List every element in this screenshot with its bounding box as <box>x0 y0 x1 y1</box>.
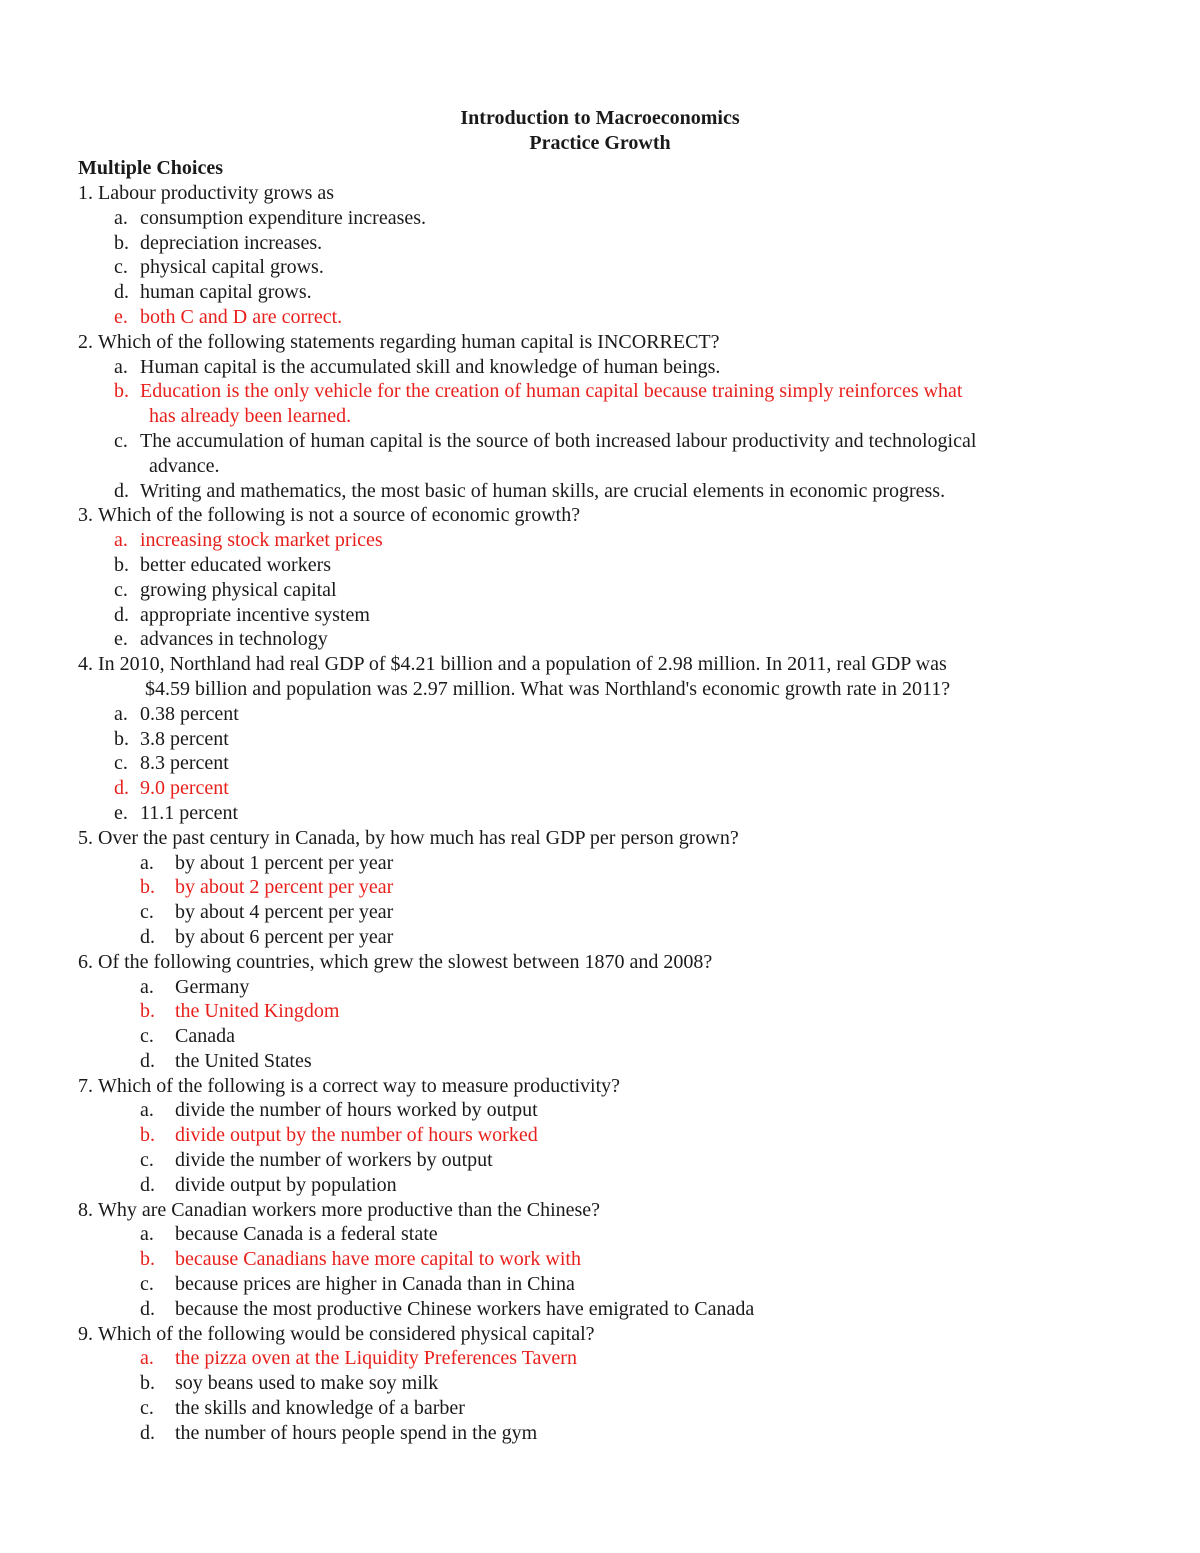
option-letter: c. <box>140 1273 154 1296</box>
question-number: 2. <box>78 330 93 353</box>
option-text: by about 2 percent per year <box>175 876 394 899</box>
option-letter: c. <box>114 752 128 775</box>
option-letter: b. <box>140 1000 155 1023</box>
option-text: appropriate incentive system <box>140 603 370 626</box>
option-text-block <box>175 1371 1140 1396</box>
option-text: divide the number of workers by output <box>175 1149 493 1172</box>
answer-options <box>78 206 1140 330</box>
answer-option-correct <box>78 1123 1140 1148</box>
document-title: Introduction to Macroeconomics <box>460 107 740 129</box>
option-letter: b. <box>114 231 129 254</box>
option-letter: a. <box>114 355 128 378</box>
answer-option <box>78 603 1140 628</box>
option-text-block <box>140 231 1140 256</box>
option-letter: d. <box>114 281 129 304</box>
answer-option <box>78 1421 1140 1446</box>
answer-options <box>78 851 1140 950</box>
option-text: divide output by population <box>175 1173 397 1196</box>
option-text: The accumulation of human capital is the source of both increased labour productivity and technological <box>140 429 977 452</box>
option-text: soy beans used to make soy milk <box>175 1372 439 1395</box>
question-6 <box>78 950 1140 1074</box>
question-7 <box>78 1074 1140 1198</box>
answer-option <box>78 231 1140 256</box>
option-text: growing physical capital <box>140 578 337 601</box>
question-number: 6. <box>78 950 93 973</box>
option-letter: e. <box>114 628 128 651</box>
question-stem <box>78 330 1140 355</box>
option-text-continued: has already been learned. <box>149 405 352 428</box>
option-text: physical capital grows. <box>140 256 324 279</box>
option-text: Writing and mathematics, the most basic of human skills, are crucial elements in economic progress. <box>140 479 946 502</box>
option-text: 9.0 percent <box>140 777 229 800</box>
question-list <box>78 181 1140 1446</box>
question-text: Labour productivity grows as <box>98 182 335 204</box>
option-text-block <box>175 1346 1140 1371</box>
option-letter: d. <box>140 925 155 948</box>
answer-options <box>78 702 1140 826</box>
option-text: consumption expenditure increases. <box>140 206 427 229</box>
option-letter: d. <box>140 1297 155 1320</box>
question-text: In 2010, Northland had real GDP of $4.21 billion and a population of 2.98 million. In 2011, real GDP was <box>98 653 947 676</box>
answer-option <box>78 1396 1140 1421</box>
option-letter: c. <box>140 1025 154 1048</box>
option-letter: a. <box>140 851 154 874</box>
option-text-block <box>140 479 1140 504</box>
option-text: the United States <box>175 1049 312 1072</box>
answer-option-correct <box>78 875 1140 900</box>
question-number: 8. <box>78 1198 93 1221</box>
option-text-block <box>140 379 1140 429</box>
document-subtitle: Practice Growth <box>529 132 671 154</box>
option-text-block <box>175 1396 1140 1421</box>
answer-option <box>78 255 1140 280</box>
option-letter: a. <box>140 1099 154 1122</box>
option-letter: a. <box>114 206 128 229</box>
option-text-block <box>140 528 1140 553</box>
option-text: human capital grows. <box>140 281 312 304</box>
option-text: divide output by the number of hours worked <box>175 1124 538 1147</box>
option-letter: d. <box>140 1421 155 1444</box>
question-stem <box>78 1074 1140 1099</box>
answer-option-correct <box>78 999 1140 1024</box>
option-letter: d. <box>140 1173 155 1196</box>
option-text: better educated workers <box>140 553 332 576</box>
answer-option <box>78 1371 1140 1396</box>
option-text: Human capital is the accumulated skill and knowledge of human beings. <box>140 355 721 378</box>
option-text-continued: advance. <box>149 454 220 477</box>
question-stem <box>78 503 1140 528</box>
question-1 <box>78 181 1140 330</box>
question-number: 7. <box>78 1074 93 1097</box>
option-text: 11.1 percent <box>140 801 239 824</box>
answer-option <box>78 727 1140 752</box>
question-stem <box>78 652 1140 677</box>
answer-options <box>78 1222 1140 1321</box>
option-letter: c. <box>114 429 128 452</box>
option-text: because Canadians have more capital to work with <box>175 1248 581 1271</box>
question-2 <box>78 330 1140 504</box>
option-text-block <box>175 851 1140 876</box>
option-text-block <box>140 355 1140 380</box>
option-letter: a. <box>140 1223 154 1246</box>
question-number: 5. <box>78 826 93 849</box>
option-text-block <box>175 1297 1140 1322</box>
answer-option <box>78 280 1140 305</box>
option-text: Germany <box>175 975 250 998</box>
option-letter: a. <box>140 1347 154 1370</box>
option-text-block <box>175 1173 1140 1198</box>
option-letter: c. <box>140 1149 154 1172</box>
option-text: 8.3 percent <box>140 752 229 775</box>
question-stem <box>78 826 1140 851</box>
answer-options <box>78 528 1140 652</box>
option-text-block <box>175 1024 1140 1049</box>
option-letter: d. <box>114 777 129 800</box>
question-text: Why are Canadian workers more productive than the Chinese? <box>98 1198 601 1221</box>
question-text: Which of the following statements regarding human capital is INCORRECT? <box>98 330 720 353</box>
option-text-block <box>175 1222 1140 1247</box>
question-text: Which of the following would be considered physical capital? <box>98 1322 595 1345</box>
option-text: by about 6 percent per year <box>175 925 394 948</box>
answer-option-correct <box>78 528 1140 553</box>
option-letter: d. <box>114 603 129 626</box>
option-text-block <box>140 801 1140 826</box>
option-text-block <box>140 429 1140 479</box>
option-letter: a. <box>114 529 128 552</box>
question-text: Which of the following is not a source of economic growth? <box>98 504 581 527</box>
option-letter: c. <box>140 1397 154 1420</box>
option-text-block <box>175 1421 1140 1446</box>
option-text-block <box>140 206 1140 231</box>
answer-option <box>78 479 1140 504</box>
question-text: Of the following countries, which grew the slowest between 1870 and 2008? <box>98 950 713 973</box>
option-text: by about 4 percent per year <box>175 901 394 924</box>
option-text-block <box>175 875 1140 900</box>
option-text-block <box>175 925 1140 950</box>
option-text-block <box>175 1148 1140 1173</box>
answer-option <box>78 1148 1140 1173</box>
question-5 <box>78 826 1140 950</box>
option-text: Education is the only vehicle for the creation of human capital because training simply reinforces what <box>140 380 963 403</box>
option-letter: a. <box>114 702 128 725</box>
option-text-block <box>175 900 1140 925</box>
option-text-block <box>140 255 1140 280</box>
answer-option <box>78 1173 1140 1198</box>
question-number: 9. <box>78 1322 93 1345</box>
answer-option <box>78 1222 1140 1247</box>
answer-options <box>78 1346 1140 1445</box>
option-text: because prices are higher in Canada than in China <box>175 1273 575 1296</box>
answer-option <box>78 1024 1140 1049</box>
option-text-block <box>175 1098 1140 1123</box>
option-letter: c. <box>114 256 128 279</box>
option-text: advances in technology <box>140 628 328 651</box>
option-letter: c. <box>140 901 154 924</box>
option-text-block <box>140 280 1140 305</box>
option-text-block <box>140 751 1140 776</box>
question-text: Over the past century in Canada, by how much has real GDP per person grown? <box>98 826 739 849</box>
option-text-block <box>140 627 1140 652</box>
answer-option <box>78 206 1140 231</box>
option-letter: e. <box>114 801 128 824</box>
question-stem <box>78 1322 1140 1347</box>
option-text-block <box>175 1123 1140 1148</box>
option-text: 3.8 percent <box>140 727 229 750</box>
question-stem <box>78 1198 1140 1223</box>
answer-option-correct <box>78 776 1140 801</box>
option-text: Canada <box>175 1025 235 1048</box>
option-letter: b. <box>140 1372 155 1395</box>
option-text: the skills and knowledge of a barber <box>175 1397 465 1420</box>
answer-option-correct <box>78 1247 1140 1272</box>
option-text: depreciation increases. <box>140 231 323 254</box>
option-text-block <box>140 553 1140 578</box>
answer-option-correct <box>78 379 1140 429</box>
option-text: because the most productive Chinese workers have emigrated to Canada <box>175 1297 755 1320</box>
answer-option <box>78 702 1140 727</box>
answer-option <box>78 925 1140 950</box>
option-text-block <box>140 727 1140 752</box>
answer-option <box>78 553 1140 578</box>
question-number: 1. <box>78 182 93 204</box>
option-text: the United Kingdom <box>175 1000 340 1023</box>
option-text-block <box>175 999 1140 1024</box>
option-letter: a. <box>140 975 154 998</box>
answer-option <box>78 1049 1140 1074</box>
question-4 <box>78 652 1140 826</box>
option-text: because Canada is a federal state <box>175 1223 438 1246</box>
answer-option <box>78 1098 1140 1123</box>
option-text-block <box>140 603 1140 628</box>
answer-option-correct <box>78 305 1140 330</box>
question-number: 3. <box>78 504 93 527</box>
title-block <box>60 106 1140 156</box>
option-letter: c. <box>114 578 128 601</box>
question-9 <box>78 1322 1140 1446</box>
option-text: by about 1 percent per year <box>175 851 394 874</box>
question-stem <box>78 181 1140 206</box>
answer-option <box>78 801 1140 826</box>
option-text: increasing stock market prices <box>140 529 383 552</box>
answer-options <box>78 1098 1140 1197</box>
option-text-block <box>175 1272 1140 1297</box>
answer-option <box>78 1297 1140 1322</box>
option-letter: b. <box>114 553 129 576</box>
answer-option <box>78 751 1140 776</box>
option-text-block <box>140 578 1140 603</box>
answer-option <box>78 975 1140 1000</box>
option-text-block <box>175 1049 1140 1074</box>
question-stem <box>78 950 1140 975</box>
option-text: the pizza oven at the Liquidity Preferences Tavern <box>175 1347 577 1370</box>
option-text-block <box>140 702 1140 727</box>
answer-options <box>78 355 1140 504</box>
section-title: Multiple Choices <box>78 157 223 179</box>
option-text-block <box>175 975 1140 1000</box>
option-letter: e. <box>114 305 128 328</box>
option-letter: d. <box>114 479 129 502</box>
question-text-continued: $4.59 billion and population was 2.97 million. What was Northland's economic growth rate in 2011? <box>145 677 951 700</box>
option-letter: d. <box>140 1049 155 1072</box>
option-letter: b. <box>114 380 129 403</box>
option-text: divide the number of hours worked by output <box>175 1099 538 1122</box>
answer-option <box>78 1272 1140 1297</box>
option-letter: b. <box>140 1248 155 1271</box>
answer-option <box>78 429 1140 479</box>
option-text: 0.38 percent <box>140 702 239 725</box>
option-letter: b. <box>140 1124 155 1147</box>
option-text-block <box>140 776 1140 801</box>
question-8 <box>78 1198 1140 1322</box>
option-text-block <box>140 305 1140 330</box>
option-text: the number of hours people spend in the gym <box>175 1421 538 1444</box>
option-text-block <box>175 1247 1140 1272</box>
option-letter: b. <box>140 876 155 899</box>
question-3 <box>78 503 1140 652</box>
question-number: 4. <box>78 653 93 676</box>
answer-option <box>78 578 1140 603</box>
option-letter: b. <box>114 727 129 750</box>
question-text: Which of the following is a correct way to measure productivity? <box>98 1074 621 1097</box>
option-text: both C and D are correct. <box>140 305 343 328</box>
answer-option <box>78 851 1140 876</box>
answer-option-correct <box>78 1346 1140 1371</box>
answer-options <box>78 975 1140 1074</box>
answer-option <box>78 355 1140 380</box>
answer-option <box>78 900 1140 925</box>
answer-option <box>78 627 1140 652</box>
